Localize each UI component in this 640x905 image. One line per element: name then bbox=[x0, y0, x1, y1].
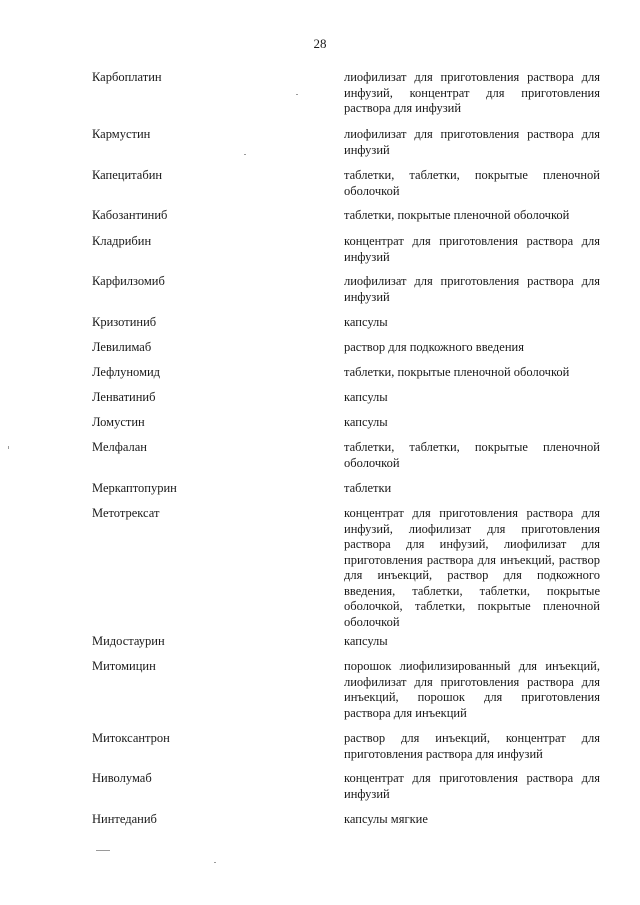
list-item bbox=[0, 127, 640, 168]
dosage-form: концентрат для приготовления раствора для инфузий, лиофилизат для приготовления раствора для инфузий, лиофилизат для приготовления раствора для инъекций, раствор для инъекций, раствор для подкожного введения, таблетки, таблетки, покрытые оболочкой, таблетки, покрытые пленочной оболочкой bbox=[344, 506, 600, 629]
drug-name: Кармустин bbox=[92, 127, 151, 141]
dosage-form: порошок лиофилизированный для инъекций, лиофилизат для приготовления раствора для инъекций, порошок для приготовления раствора для инъекций bbox=[344, 659, 600, 720]
drug-name: Карфилзомиб bbox=[92, 274, 165, 288]
drug-name: Карбоплатин bbox=[92, 70, 162, 84]
list-item bbox=[0, 731, 640, 771]
scan-speck bbox=[96, 850, 110, 851]
dosage-form: таблетки bbox=[344, 481, 392, 495]
drug-name: Лефлуномид bbox=[92, 365, 161, 379]
drug-name: Мидостаурин bbox=[92, 634, 165, 648]
drug-name: Ленватиниб bbox=[92, 390, 156, 404]
scan-speck bbox=[8, 446, 9, 449]
dosage-form: таблетки, покрытые пленочной оболочкой bbox=[344, 208, 570, 222]
drug-name: Митоксантрон bbox=[92, 731, 170, 745]
list-item bbox=[0, 168, 640, 208]
dosage-form: капсулы мягкие bbox=[344, 812, 428, 826]
dosage-form: таблетки, таблетки, покрытые пленочной оболочкой bbox=[344, 168, 600, 198]
scan-speck bbox=[296, 94, 298, 95]
drug-name: Меркаптопурин bbox=[92, 481, 177, 495]
dosage-form: капсулы bbox=[344, 315, 388, 329]
list-item bbox=[0, 634, 640, 659]
drug-name: Капецитабин bbox=[92, 168, 163, 182]
list-item bbox=[0, 812, 640, 832]
list-item bbox=[0, 70, 640, 127]
dosage-form: капсулы bbox=[344, 634, 388, 648]
list-item bbox=[0, 415, 640, 440]
list-item bbox=[0, 506, 640, 634]
dosage-form: таблетки, покрытые пленочной оболочкой bbox=[344, 365, 570, 379]
dosage-form: концентрат для приготовления раствора для инфузий bbox=[344, 234, 600, 264]
drug-name: Левилимаб bbox=[92, 340, 152, 354]
dosage-form: раствор для подкожного введения bbox=[344, 340, 524, 354]
list-item bbox=[0, 365, 640, 390]
scan-speck bbox=[244, 154, 246, 155]
drug-name: Нинтеданиб bbox=[92, 812, 157, 826]
drug-list bbox=[0, 70, 640, 832]
list-item bbox=[0, 274, 640, 315]
dosage-form: капсулы bbox=[344, 390, 388, 404]
dosage-form: таблетки, таблетки, покрытые пленочной оболочкой bbox=[344, 440, 600, 470]
scan-speck bbox=[214, 862, 216, 863]
list-item bbox=[0, 234, 640, 274]
drug-name: Ломустин bbox=[92, 415, 145, 429]
dosage-form: раствор для инъекций, концентрат для приготовления раствора для инфузий bbox=[344, 731, 600, 761]
drug-name: Ниволумаб bbox=[92, 771, 152, 785]
list-item bbox=[0, 659, 640, 731]
page-number: 28 bbox=[313, 36, 327, 51]
dosage-form: лиофилизат для приготовления раствора для инфузий bbox=[344, 127, 600, 157]
dosage-form: лиофилизат для приготовления раствора для инфузий bbox=[344, 274, 600, 304]
list-item bbox=[0, 440, 640, 481]
list-item bbox=[0, 208, 640, 234]
dosage-form: лиофилизат для приготовления раствора для инфузий, концентрат для приготовления раствора для инфузий bbox=[344, 70, 600, 115]
list-item bbox=[0, 340, 640, 365]
list-item bbox=[0, 481, 640, 506]
drug-name: Кризотиниб bbox=[92, 315, 157, 329]
drug-name: Кладрибин bbox=[92, 234, 152, 248]
drug-name: Метотрексат bbox=[92, 506, 160, 520]
drug-name: Митомицин bbox=[92, 659, 156, 673]
list-item bbox=[0, 771, 640, 812]
list-item bbox=[0, 315, 640, 340]
drug-name: Мелфалан bbox=[92, 440, 147, 454]
dosage-form: капсулы bbox=[344, 415, 388, 429]
list-item bbox=[0, 390, 640, 415]
drug-name: Кабозантиниб bbox=[92, 208, 168, 222]
dosage-form: концентрат для приготовления раствора для инфузий bbox=[344, 771, 600, 801]
